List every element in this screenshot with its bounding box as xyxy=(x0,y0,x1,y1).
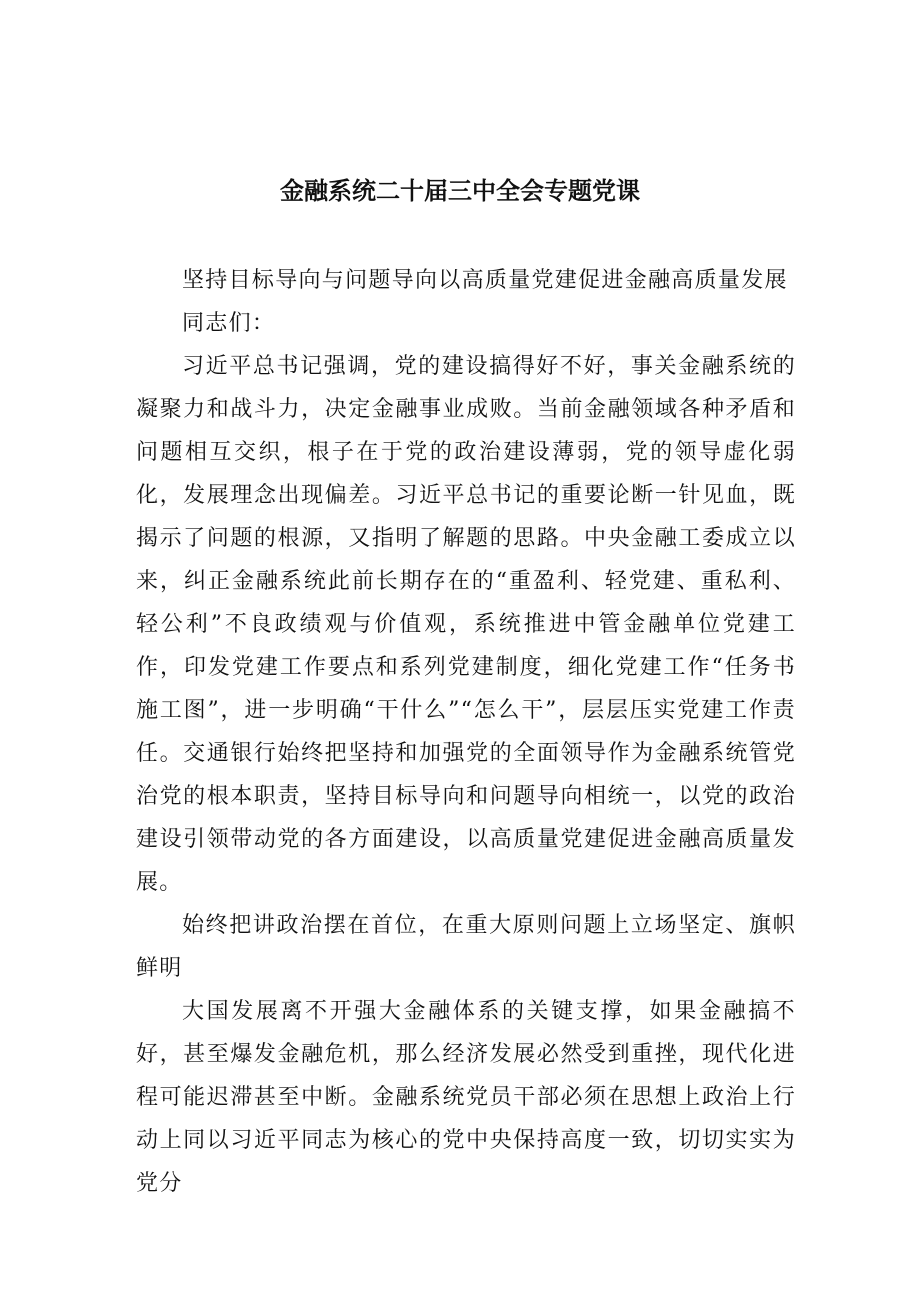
document-body xyxy=(136,259,796,1205)
document-title: 金融系统二十届三中全会专题党课 xyxy=(280,177,640,205)
paragraph-section-heading: 始终把讲政治摆在首位，在重大原则问题上立场坚定、旗帜鲜明 xyxy=(136,913,796,981)
paragraph-salutation: 同志们： xyxy=(182,311,276,336)
paragraph-section-body: 大国发展离不开强大金融体系的关键支撑，如果金融搞不好，甚至爆发金融危机，那么经济发展必然受到重挫，现代化进程可能迟滞甚至中断。金融系统党员干部必须在思想上政治上行动上同以习近平同志为核心的党中央保持高度一致，切切实实为党分 xyxy=(136,999,796,1196)
paragraph-subtitle: 坚持目标导向与问题导向以高质量党建促进金融高质量发展 xyxy=(182,268,788,293)
paragraph-intro: 习近平总书记强调，党的建设搞得好不好，事关金融系统的凝聚力和战斗力，决定金融事业成败。当前金融领域各种矛盾和问题相互交织，根子在于党的政治建设薄弱，党的领导虚化弱化，发展理念出现偏差。习近平总书记的重要论断一针见血，既揭示了问题的根源，又指明了解题的思路。中央金融工委成立以来，纠正金融系统此前长期存在的“重盈利、轻党建、重私利、轻公利”不良政绩观与价值观，系统推进中管金融单位党建工作，印发党建工作要点和系列党建制度，细化党建工作“任务书施工图”，进一步明确“干什么”“怎么干”，层层压实党建工作责任。交通银行始终把坚持和加强党的全面领导作为金融系统管党治党的根本职责，坚持目标导向和问题导向相统一，以党的政治建设引领带动党的各方面建设，以高质量党建促进金融高质量发展。 xyxy=(136,354,796,895)
